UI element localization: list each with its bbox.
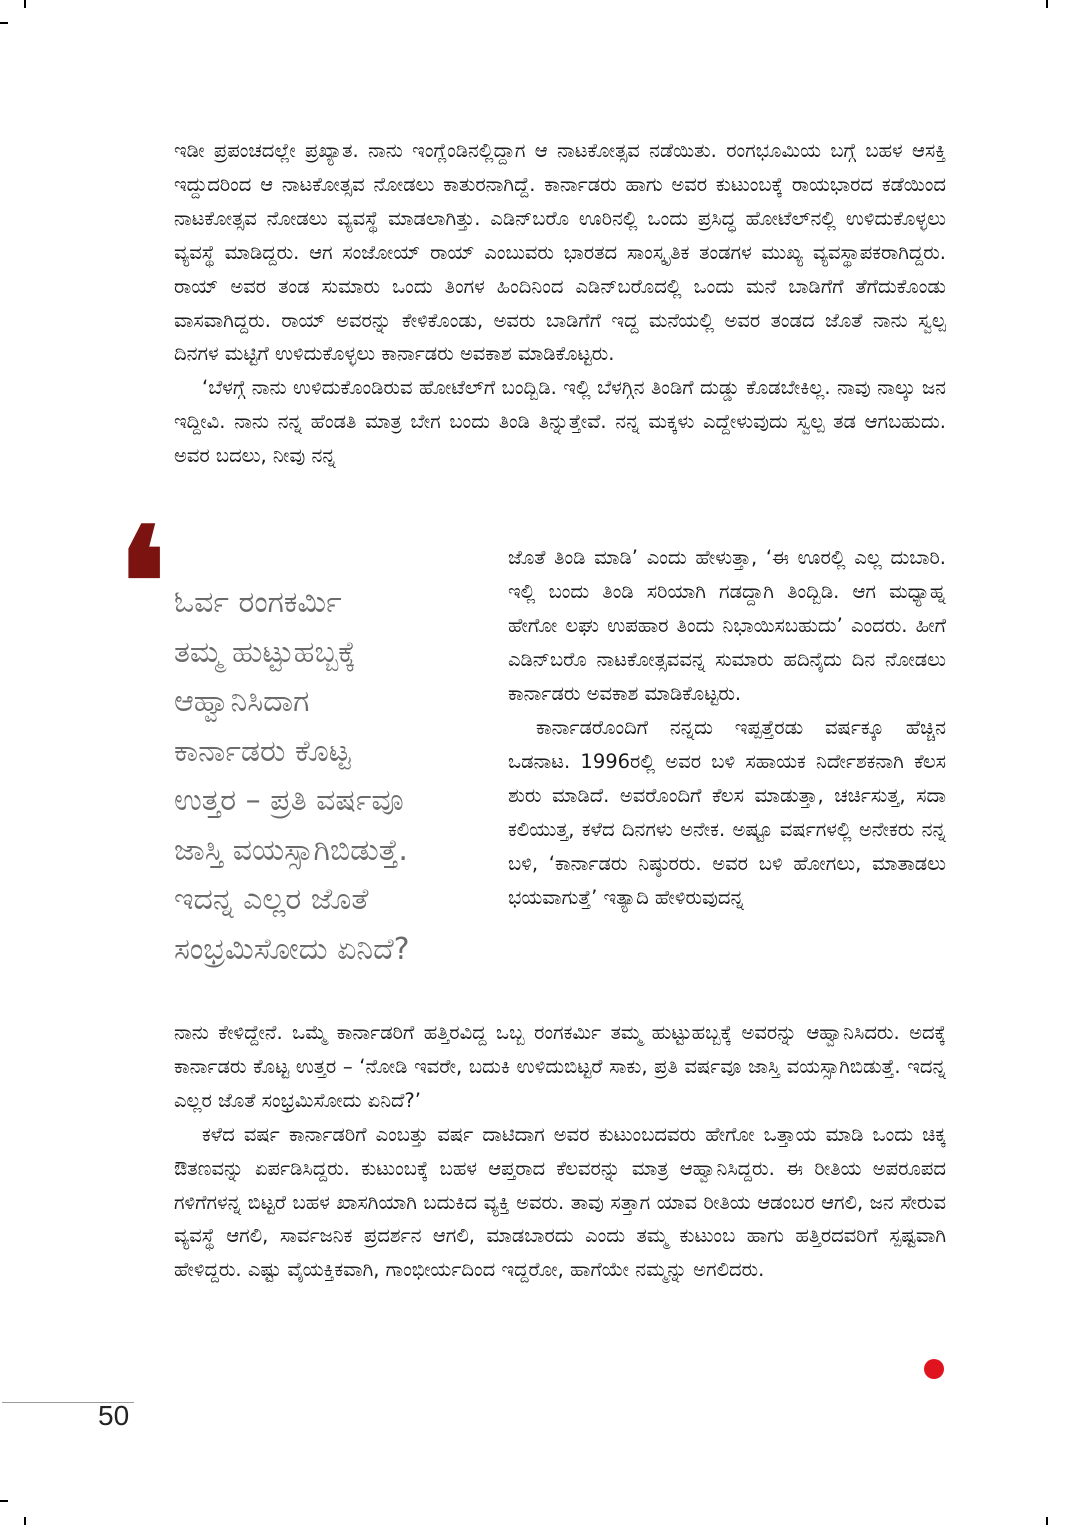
crop-mark-bottom-left <box>24 1517 26 1525</box>
crop-mark-bottom-right <box>1046 1517 1048 1525</box>
pull-quote-line: ಇದನ್ನ ಎಲ್ಲರ ಜೊತೆ <box>174 882 369 917</box>
article-body-top <box>174 134 946 473</box>
paragraph: ಇಡೀ ಪ್ರಪಂಚದಲ್ಲೇ ಪ್ರಖ್ಯಾತ. ನಾನು ಇಂಗ್ಲೆಂಡಿನಲ್ಲಿದ್ದಾಗ ಆ ನಾಟಕೋತ್ಸವ ನಡೆಯಿತು. ರಂಗಭೂಮಿಯ ಬಗ್ಗೆ ಬಹಳ ಆಸಕ್ತಿ ಇದ್ದುದರಿಂದ ಆ ನಾಟಕೋತ್ಸವ ನೋಡಲು ಕಾತುರನಾಗಿದ್ದೆ. ಕಾರ್ನಾಡರು ಹಾಗು ಅವರ ಕುಟುಂಬಕ್ಕೆ ರಾಯಭಾರದ ಕಡೆಯಿಂದ ನಾಟಕೋತ್ಸವ ನೋಡಲು ವ್ಯವಸ್ಥೆ ಮಾಡಲಾಗಿತ್ತು. ಎಡಿನ್‌ಬರೊ ಊರಿನಲ್ಲಿ ಒಂದು ಪ್ರಸಿದ್ಧ ಹೋಟೆಲ್‌ನಲ್ಲಿ ಉಳಿದುಕೊಳ್ಳಲು ವ್ಯವಸ್ಥೆ ಮಾಡಿದ್ದರು. ಆಗ ಸಂಜೋಯ್ ರಾಯ್ ಎಂಬುವರು ಭಾರತದ ಸಾಂಸ್ಕೃತಿಕ ತಂಡಗಳ ಮುಖ್ಯ ವ್ಯವಸ್ಥಾಪಕರಾಗಿದ್ದರು. ರಾಯ್ ಅವರ ತಂಡ ಸುಮಾರು ಒಂದು ತಿಂಗಳ ಹಿಂದಿನಿಂದ ಎಡಿನ್‌ಬರೊದಲ್ಲಿ ಒಂದು ಮನೆ ಬಾಡಿಗೆಗೆ ತೆಗೆದುಕೊಂಡು ವಾಸವಾಗಿದ್ದರು. ರಾಯ್ ಅವರನ್ನು ಕೇಳಿಕೊಂಡು, ಅವರು ಬಾಡಿಗೆಗೆ ಇದ್ದ ಮನೆಯಲ್ಲಿ ಅವರ ತಂಡದ ಜೊತೆ ನಾನು ಸ್ವಲ್ಪ ದಿನಗಳ ಮಟ್ಟಿಗೆ ಉಳಿದುಕೊಳ್ಳಲು ಕಾರ್ನಾಡರು ಅವಕಾಶ ಮಾಡಿಕೊಟ್ಟರು. <box>174 139 946 366</box>
paragraph: ‘ಬೆಳಗ್ಗೆ ನಾನು ಉಳಿದುಕೊಂಡಿರುವ ಹೋಟೆಲ್‌ಗೆ ಬಂದ್ಬಿಡಿ. ಇಲ್ಲಿ ಬೆಳಗ್ಗಿನ ತಿಂಡಿಗೆ ದುಡ್ಡು ಕೊಡಬೇಕಿಲ್ಲ. ನಾವು ನಾಲ್ಕು ಜನ ಇದ್ದೀವಿ. ನಾನು ನನ್ನ ಹೆಂಡತಿ ಮಾತ್ರ ಬೇಗ ಬಂದು ತಿಂಡಿ ತಿನ್ನುತ್ತೇವೆ. ನನ್ನ ಮಕ್ಕಳು ಎದ್ದೇಳುವುದು ಸ್ವಲ್ಪ ತಡ ಆಗಬಹುದು. ಅವರ ಬದಲು, ನೀವು ನನ್ನ <box>174 376 946 468</box>
paragraph: ಜೊತೆ ತಿಂಡಿ ಮಾಡಿ’ ಎಂದು ಹೇಳುತ್ತಾ, ‘ಈ ಊರಲ್ಲಿ ಎಲ್ಲ ದುಬಾರಿ. ಇಲ್ಲಿ ಬಂದು ತಿಂಡಿ ಸರಿಯಾಗಿ ಗಡದ್ದಾಗಿ ತಿಂದ್ಬಿಡಿ. ಆಗ ಮಧ್ಯಾಹ್ನ ಹೇಗೋ ಲಘು ಉಪಹಾರ ತಿಂದು ನಿಭಾಯಿಸಬಹುದು’ ಎಂದರು. ಹೀಗೆ ಎಡಿನ್‌ಬರೊ ನಾಟಕೋತ್ಸವವನ್ನ ಸುಮಾರು ಹದಿನೈದು ದಿನ ನೋಡಲು ಕಾರ್ನಾಡರು ಅವಕಾಶ ಮಾಡಿಕೊಟ್ಟರು. <box>508 546 946 705</box>
pull-quote <box>174 578 494 974</box>
pull-quote-line: ಉತ್ತರ – ಪ್ರತಿ ವರ್ಷವೂ <box>174 783 404 818</box>
pull-quote-line: ತಮ್ಮ ಹುಟ್ಟುಹಬ್ಬಕ್ಕೆ <box>174 634 356 670</box>
end-of-article-dot-icon <box>924 1359 944 1379</box>
page-number: 50 <box>98 1400 130 1431</box>
pull-quote-line: ಜಾಸ್ತಿ ವಯಸ್ಸಾಗಿಬಿಡುತ್ತೆ. <box>174 832 408 868</box>
pull-quote-line: ಓರ್ವ ರಂಗಕರ್ಮಿ <box>174 585 342 620</box>
crop-mark-left-upper <box>0 22 8 24</box>
paragraph: ಕಳೆದ ವರ್ಷ ಕಾರ್ನಾಡರಿಗೆ ಎಂಬತ್ತು ವರ್ಷ ದಾಟಿದಾಗ ಅವರ ಕುಟುಂಬದವರು ಹೇಗೋ ಒತ್ತಾಯ ಮಾಡಿ ಒಂದು ಚಿಕ್ಕ ಔತಣವನ್ನು ಏರ್ಪಡಿಸಿದ್ದರು. ಕುಟುಂಬಕ್ಕೆ ಬಹಳ ಆಪ್ತರಾದ ಕೆಲವರನ್ನು ಮಾತ್ರ ಆಹ್ವಾನಿಸಿದ್ದರು. ಈ ರೀತಿಯ ಅಪರೂಪದ ಗಳಿಗೆಗಳನ್ನ ಬಿಟ್ಟರೆ ಬಹಳ ಖಾಸಗಿಯಾಗಿ ಬದುಕಿದ ವ್ಯಕ್ತಿ ಅವರು. ತಾವು ಸತ್ತಾಗ ಯಾವ ರೀತಿಯ ಆಡಂಬರ ಆಗಲಿ, ಜನ ಸೇರುವ ವ್ಯವಸ್ಥೆ ಆಗಲಿ, ಸಾರ್ವಜನಿಕ ಪ್ರದರ್ಶನ ಆಗಲಿ, ಮಾಡಬಾರದು ಎಂದು ತಮ್ಮ ಕುಟುಂಬ ಹಾಗು ಹತ್ತಿರದವರಿಗೆ ಸ್ಪಷ್ಟವಾಗಿ ಹೇಳಿದ್ದರು. ಎಷ್ಟು ವೈಯಕ್ತಿಕವಾಗಿ, ಗಾಂಭೀರ್ಯದಿಂದ ಇದ್ದರೋ, ಹಾಗೆಯೇ ನಮ್ಮನ್ನು ಅಗಲಿದರು. <box>174 1122 946 1282</box>
pull-quote-line: ಕಾರ್ನಾಡರು ಕೊಟ್ಟ <box>174 733 351 769</box>
quote-mark-icon: ❛ <box>118 495 167 671</box>
article-body-right-column <box>508 541 946 915</box>
crop-mark-top-left <box>24 0 26 8</box>
crop-mark-top-right <box>1046 0 1048 8</box>
pull-quote-line: ಸಂಭ್ರಮಿಸೋದು ಏನಿದೆ? <box>174 931 410 967</box>
article-body-bottom <box>174 1016 946 1287</box>
paragraph: ಕಾರ್ನಾಡರೊಂದಿಗೆ ನನ್ನದು ಇಪ್ಪತ್ತೆರಡು ವರ್ಷಕ್ಕೂ ಹೆಚ್ಚಿನ ಒಡನಾಟ. 1996ರಲ್ಲಿ ಅವರ ಬಳಿ ಸಹಾಯಕ ನಿರ್ದೇಶಕನಾಗಿ ಕೆಲಸ ಶುರು ಮಾಡಿದೆ. ಅವರೊಂದಿಗೆ ಕೆಲಸ ಮಾಡುತ್ತಾ, ಚರ್ಚಿಸುತ್ತ, ಸದಾ ಕಲಿಯುತ್ತ, ಕಳೆದ ದಿನಗಳು ಅನೇಕ. ಅಷ್ಟೂ ವರ್ಷಗಳಲ್ಲಿ ಅನೇಕರು ನನ್ನ ಬಳಿ, ‘ಕಾರ್ನಾಡರು ನಿಷ್ಠುರರು. ಅವರ ಬಳಿ ಹೋಗಲು, ಮಾತಾಡಲು ಭಯವಾಗುತ್ತೆ’ ಇತ್ಯಾದಿ ಹೇಳಿರುವುದನ್ನ <box>508 716 946 909</box>
paragraph: ನಾನು ಕೇಳಿದ್ದೇನೆ. ಒಮ್ಮೆ ಕಾರ್ನಾಡರಿಗೆ ಹತ್ತಿರವಿದ್ದ ಒಬ್ಬ ರಂಗಕರ್ಮಿ ತಮ್ಮ ಹುಟ್ಟುಹಬ್ಬಕ್ಕೆ ಅವರನ್ನು ಆಹ್ವಾನಿಸಿದರು. ಅದಕ್ಕೆ ಕಾರ್ನಾಡರು ಕೊಟ್ಟ ಉತ್ತರ – ‘ನೋಡಿ ಇವರೇ, ಬದುಕಿ ಉಳಿದುಬಿಟ್ಟರೆ ಸಾಕು, ಪ್ರತಿ ವರ್ಷವೂ ಜಾಸ್ತಿ ವಯಸ್ಸಾಗಿಬಿಡುತ್ತೆ. ಇದನ್ನ ಎಲ್ಲರ ಜೊತೆ ಸಂಭ್ರಮಿಸೋದು ಏನಿದೆ?’ <box>174 1021 946 1112</box>
pull-quote-line: ಆಹ್ವಾನಿಸಿದಾಗ <box>174 684 310 719</box>
crop-mark-left-lower <box>0 1500 8 1502</box>
